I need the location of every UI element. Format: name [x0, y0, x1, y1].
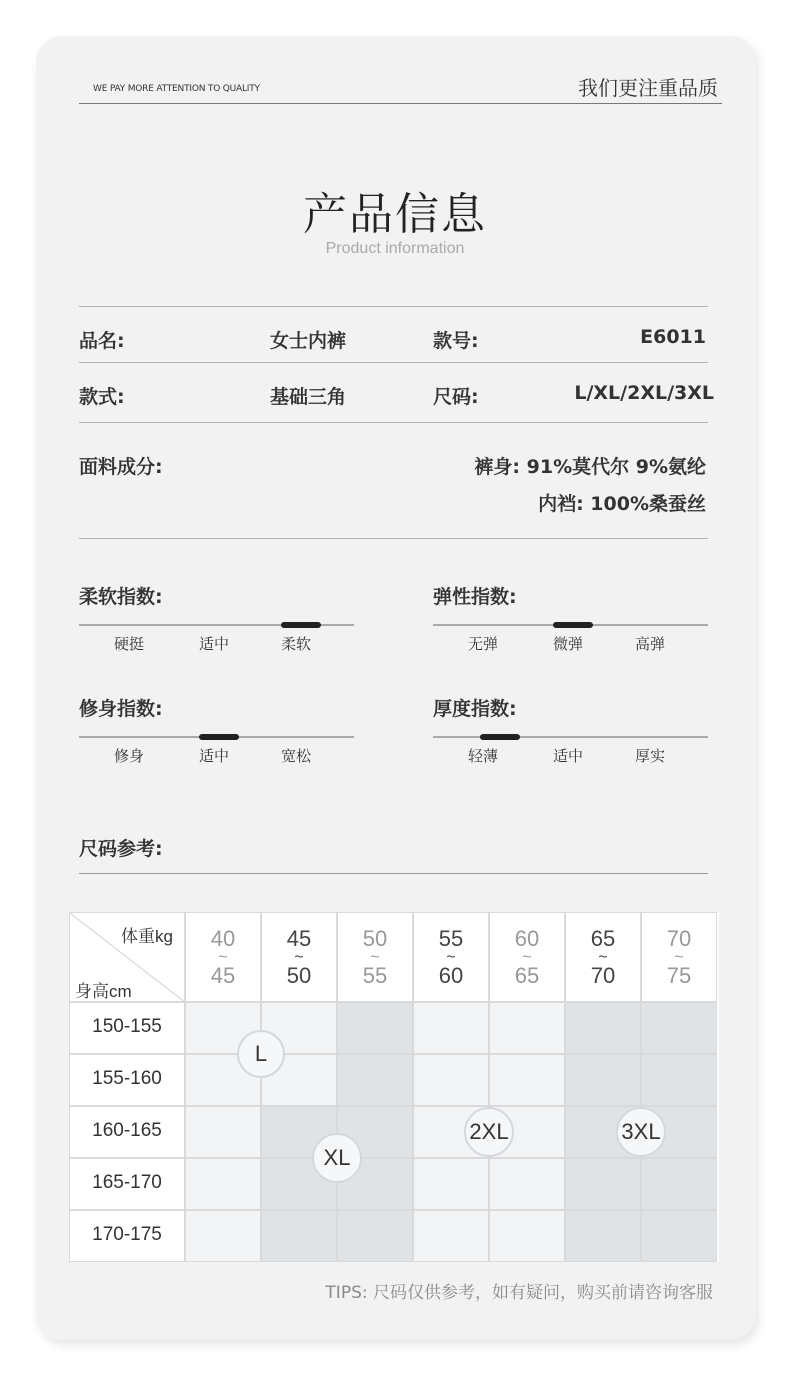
style-label: 款式: — [79, 386, 125, 408]
size-cell — [489, 1210, 565, 1262]
size-cell — [413, 1210, 489, 1262]
size-value: L/XL/2XL/3XL — [574, 382, 714, 404]
elasticity-label: 弹性指数: — [433, 586, 517, 608]
size-cell — [337, 1002, 413, 1054]
size-cell — [565, 1054, 641, 1106]
fabric-gusset: 内裆: 100%桑蚕丝 — [538, 493, 706, 515]
softness-option: 硬挺 — [113, 635, 144, 653]
elasticity-option: 微弹 — [552, 635, 583, 653]
model-value: E6011 — [640, 326, 706, 348]
style-value: 基础三角 — [270, 386, 347, 408]
thickness-level-marker — [480, 734, 520, 740]
weight-to: 45 — [210, 963, 236, 988]
weight-tilde: ~ — [218, 949, 228, 966]
weight-from: 60 — [514, 926, 540, 951]
weight-tilde: ~ — [522, 949, 532, 966]
brand-slogan: 我们更注重品质 — [578, 76, 718, 100]
fabric-body: 裤身: 91%莫代尔 9%氨纶 — [474, 456, 706, 478]
size-badge: 2XL — [464, 1107, 514, 1157]
elasticity-option: 无弹 — [467, 635, 498, 653]
weight-tilde: ~ — [446, 949, 456, 966]
size-cell — [641, 1002, 717, 1054]
divider — [79, 306, 708, 307]
fit-option: 适中 — [198, 747, 229, 765]
size-cell — [413, 1002, 489, 1054]
weight-from: 70 — [666, 926, 692, 951]
size-cell — [413, 1054, 489, 1106]
size-cell — [337, 1210, 413, 1262]
height-label: 170-175 — [92, 1224, 162, 1245]
divider — [79, 362, 708, 363]
size-cell — [489, 1158, 565, 1210]
size-cell — [185, 1158, 261, 1210]
weight-tilde: ~ — [674, 949, 684, 966]
height-label: 165-170 — [92, 1172, 162, 1193]
thickness-track — [433, 736, 708, 738]
fit-option: 宽松 — [280, 747, 311, 765]
size-badge: XL — [312, 1133, 362, 1183]
height-axis-label: 身高cm — [75, 982, 132, 1001]
weight-tilde: ~ — [598, 949, 608, 966]
name-label: 品名: — [79, 330, 125, 352]
size-cell — [489, 1002, 565, 1054]
softness-label: 柔软指数: — [79, 586, 163, 608]
weight-from: 45 — [286, 926, 312, 951]
weight-axis-label: 体重kg — [121, 927, 173, 946]
softness-level-marker — [281, 622, 321, 628]
size-label: 尺码: — [433, 386, 479, 408]
weight-from: 55 — [438, 926, 464, 951]
weight-tilde: ~ — [370, 949, 380, 966]
size-cell — [641, 1158, 717, 1210]
size-cell — [565, 1210, 641, 1262]
size-cell — [565, 1158, 641, 1210]
size-cell — [185, 1106, 261, 1158]
weight-to: 70 — [590, 963, 616, 988]
fit-level-marker — [199, 734, 239, 740]
name-value: 女士内裤 — [270, 330, 347, 352]
height-label: 160-165 — [92, 1120, 162, 1141]
size-reference-label: 尺码参考: — [79, 838, 163, 860]
size-cell — [261, 1210, 337, 1262]
weight-to: 75 — [666, 963, 692, 988]
tips-note: TIPS: 尺码仅供参考，如有疑问，购买前请咨询客服 — [325, 1283, 713, 1303]
tagline: WE PAY MORE ATTENTION TO QUALITY — [93, 84, 260, 94]
fit-label: 修身指数: — [79, 698, 163, 720]
page-title: 产品信息 — [303, 189, 487, 240]
thickness-option: 轻薄 — [467, 747, 498, 765]
weight-tilde: ~ — [294, 949, 304, 966]
divider — [79, 873, 708, 874]
size-badge: L — [237, 1030, 285, 1078]
size-chart-table — [69, 912, 719, 1262]
size-cell — [413, 1158, 489, 1210]
weight-to: 50 — [286, 963, 312, 988]
model-label: 款号: — [433, 330, 479, 352]
thickness-label: 厚度指数: — [433, 698, 517, 720]
height-label: 155-160 — [92, 1068, 162, 1089]
fit-option: 修身 — [113, 747, 144, 765]
weight-to: 60 — [438, 963, 464, 988]
divider — [79, 422, 708, 423]
thickness-option: 厚实 — [634, 747, 665, 765]
size-cell — [185, 1210, 261, 1262]
elasticity-option: 高弹 — [634, 635, 665, 653]
size-cell — [489, 1054, 565, 1106]
weight-from: 40 — [210, 926, 236, 951]
divider — [79, 538, 708, 539]
page-subtitle: Product information — [325, 240, 465, 257]
size-badge: 3XL — [616, 1107, 666, 1157]
size-cell — [641, 1054, 717, 1106]
fabric-label: 面料成分: — [79, 456, 163, 478]
weight-from: 65 — [590, 926, 616, 951]
height-label: 150-155 — [92, 1016, 162, 1037]
softness-option: 适中 — [198, 635, 229, 653]
weight-from: 50 — [362, 926, 388, 951]
size-cell — [337, 1054, 413, 1106]
top-divider — [79, 103, 722, 104]
elasticity-level-marker — [553, 622, 593, 628]
weight-to: 55 — [362, 963, 388, 988]
size-cell — [641, 1210, 717, 1262]
size-cell — [565, 1002, 641, 1054]
thickness-option: 适中 — [552, 747, 583, 765]
softness-option: 柔软 — [280, 635, 311, 653]
weight-to: 65 — [514, 963, 540, 988]
